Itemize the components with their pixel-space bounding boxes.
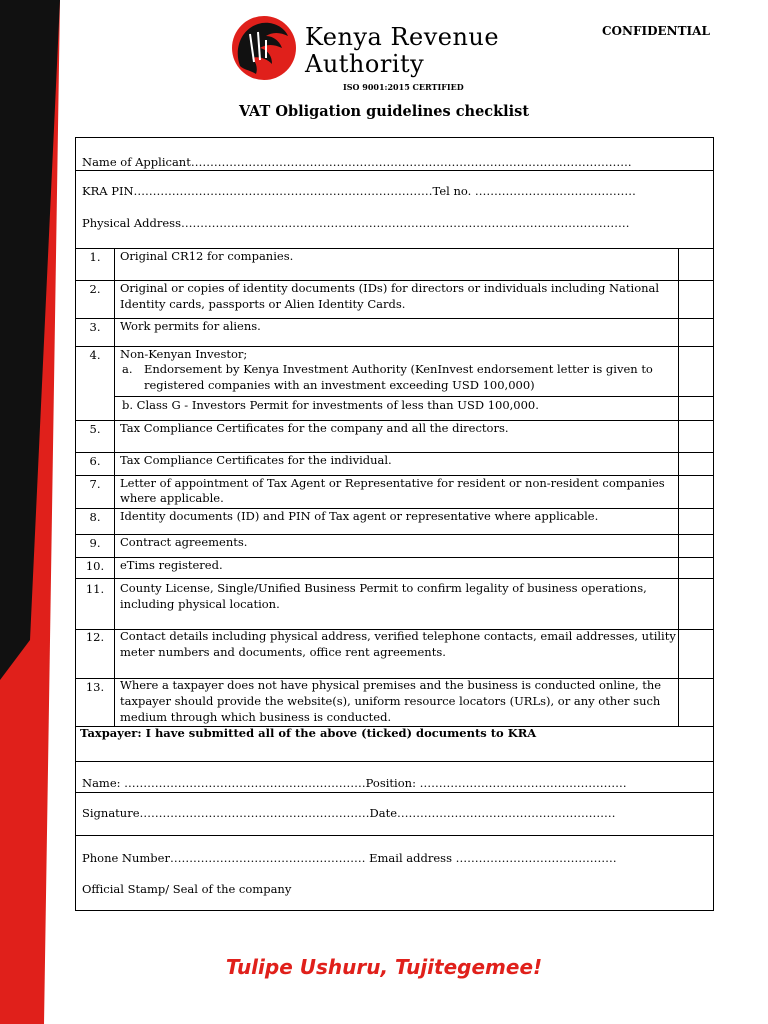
item-number: 9.: [89, 536, 101, 550]
item-subtext: b. Class G - Investors Permit for investments of less than USD 100,000.: [122, 398, 539, 412]
item-text: County License, Single/Unified Business Permit to confirm legality of business operations,: [120, 581, 647, 595]
item-number: 2.: [89, 282, 101, 296]
divider: [76, 835, 713, 836]
item-number: 8.: [89, 510, 101, 524]
row-divider: [76, 578, 713, 579]
item-text: Work permits for aliens.: [120, 319, 261, 333]
item-text: Letter of appointment of Tax Agent or Representative for resident or non-resident companies: [120, 476, 665, 490]
phone-email-field[interactable]: Phone Number…………………………………………… Email address ……………………………………: [82, 851, 617, 865]
item-text: Original CR12 for companies.: [120, 249, 294, 263]
item-number: 13.: [85, 680, 105, 694]
item-text: Tax Compliance Certificates for the company and all the directors.: [120, 421, 509, 435]
item-sublabel: a.: [122, 362, 133, 376]
physical-address-field[interactable]: Physical Address………………………………………………………………………………………………………: [82, 216, 630, 230]
item-number: 10.: [85, 559, 105, 573]
item-subtext: registered companies with an investment exceeding USD 100,000): [144, 378, 535, 392]
item-number: 4.: [89, 348, 101, 362]
item-text: Identity documents (ID) and PIN of Tax agent or representative where applicable.: [120, 509, 599, 523]
item-text: eTims registered.: [120, 558, 223, 572]
item-subtext: Endorsement by Kenya Investment Authority (KenInvest endorsement letter is given to: [144, 362, 653, 376]
item-number: 3.: [89, 320, 101, 334]
item-number: 6.: [89, 454, 101, 468]
item-number: 7.: [89, 477, 101, 491]
divider: [76, 761, 713, 762]
document-title: VAT Obligation guidelines checklist: [238, 103, 530, 120]
divider: [76, 170, 713, 171]
item-text: Original or copies of identity documents (IDs) for directors or individuals including National: [120, 281, 660, 295]
item-text: including physical location.: [120, 597, 280, 611]
item-text: Contract agreements.: [120, 535, 248, 549]
signature-date-field[interactable]: Signature……………………………………………………Date…………………………………………………: [82, 806, 616, 820]
iso-certification: ISO 9001:2015 CERTIFIED: [343, 82, 464, 92]
item-text: meter numbers and documents, office rent agreements.: [120, 645, 446, 659]
item-number: 5.: [89, 422, 101, 436]
item-text: where applicable.: [120, 491, 224, 505]
checklist-form: [75, 137, 714, 911]
item-text: Identity cards, passports or Alien Identity Cards.: [120, 297, 406, 311]
item-text: Non-Kenyan Investor;: [120, 347, 248, 361]
org-name-line1: Kenya Revenue: [305, 23, 500, 51]
item-text: Where a taxpayer does not have physical premises and the business is conducted online, the: [120, 678, 662, 692]
item-text: taxpayer should provide the website(s), uniform resource locators (URLs), or any other such: [120, 694, 661, 708]
item-text: medium through which business is conducted.: [120, 710, 392, 724]
confidential-label: CONFIDENTIAL: [602, 24, 710, 38]
column-divider: [678, 248, 679, 726]
official-stamp-field[interactable]: Official Stamp/ Seal of the company: [82, 882, 292, 896]
kra-pin-tel-field[interactable]: KRA PIN……………………………………………………………………Tel no. ……………………………………: [82, 184, 636, 198]
divider: [76, 792, 713, 793]
name-position-field[interactable]: Name: ………………………………………………………Position: ………………………………………………: [82, 776, 627, 790]
kra-lion-logo-icon: [228, 14, 300, 82]
org-name-line2: Authority: [305, 50, 425, 78]
footer-motto: Tulipe Ushuru, Tujitegemee!: [225, 955, 543, 979]
decorative-side-stripe: [0, 0, 60, 1024]
declaration-statement: Taxpayer: I have submitted all of the above (ticked) documents to KRA: [80, 726, 537, 740]
item-number: 1.: [89, 250, 101, 264]
column-divider: [114, 248, 115, 726]
item-text: Tax Compliance Certificates for the individual.: [120, 453, 392, 467]
item-text: Contact details including physical address, verified telephone contacts, email addresses, utility: [120, 629, 676, 643]
item-number: 11.: [85, 582, 105, 596]
applicant-name-field[interactable]: Name of Applicant…………………………………………………………………………………………………….: [82, 155, 632, 169]
item-number: 12.: [85, 630, 105, 644]
